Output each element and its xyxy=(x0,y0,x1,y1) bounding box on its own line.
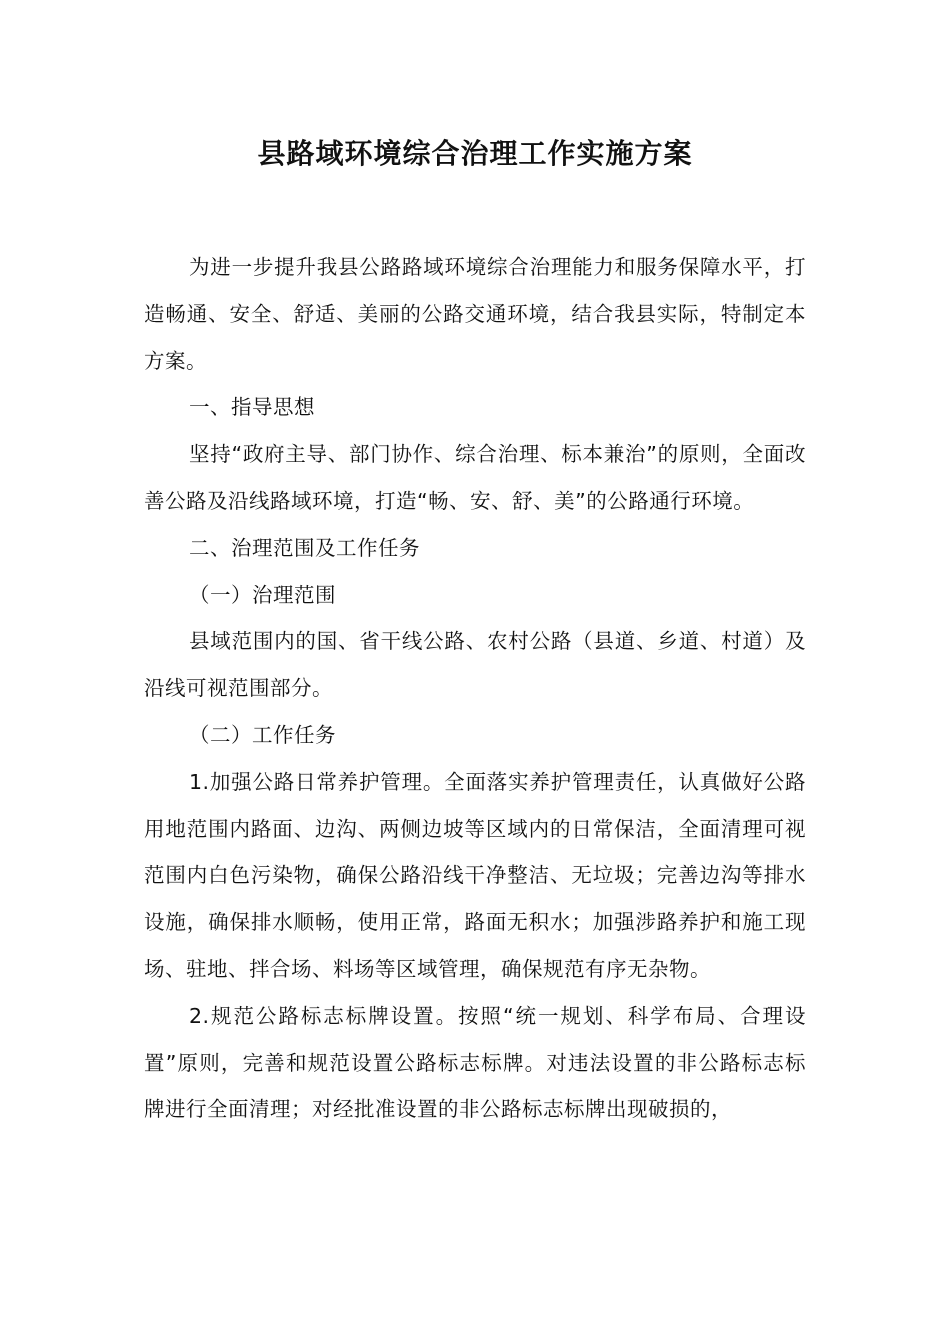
intro-paragraph: 为进一步提升我县公路路域环境综合治理能力和服务保障水平，打造畅通、安全、舒适、美丽的公路交通环境，结合我县实际，特制定本方案。 xyxy=(144,255,806,373)
subsection-heading-scope: （一）治理范围 xyxy=(189,582,336,607)
subsection-heading-tasks: （二）工作任务 xyxy=(189,722,336,747)
section-heading-scope-and-tasks: 二、治理范围及工作任务 xyxy=(189,535,420,560)
task-2-paragraph: 2.规范公路标志标牌设置。按照“统一规划、科学布局、合理设置”原则，完善和规范设置公路标志标牌。对违法设置的非公路标志标牌进行全面清理；对经批准设置的非公路标志标牌出现破损的， xyxy=(144,1003,806,1122)
document-title: 县路域环境综合治理工作实施方案 xyxy=(257,137,693,170)
task-1-paragraph: 1.加强公路日常养护管理。全面落实养护管理责任，认真做好公路用地范围内路面、边沟、两侧边坡等区域内的日常保洁，全面清理可视范围内白色污染物，确保公路沿线干净整洁、无垃圾；完善边沟等排水设施，确保排水顺畅，使用正常，路面无积水；加强涉路养护和施工现场、驻地、拌合场、料场等区域管理，确保规范有序无杂物。 xyxy=(144,769,806,981)
section-heading-guiding-ideology: 一、指导思想 xyxy=(189,395,315,420)
scope-paragraph: 县域范围内的国、省干线公路、农村公路（县道、乡道、村道）及沿线可视范围部分。 xyxy=(144,629,806,701)
document-body xyxy=(144,244,806,1133)
guiding-ideology-paragraph: 坚持“政府主导、部门协作、综合治理、标本兼治”的原则，全面改善公路及沿线路域环境，打造“畅、安、舒、美”的公路通行环境。 xyxy=(144,442,806,513)
